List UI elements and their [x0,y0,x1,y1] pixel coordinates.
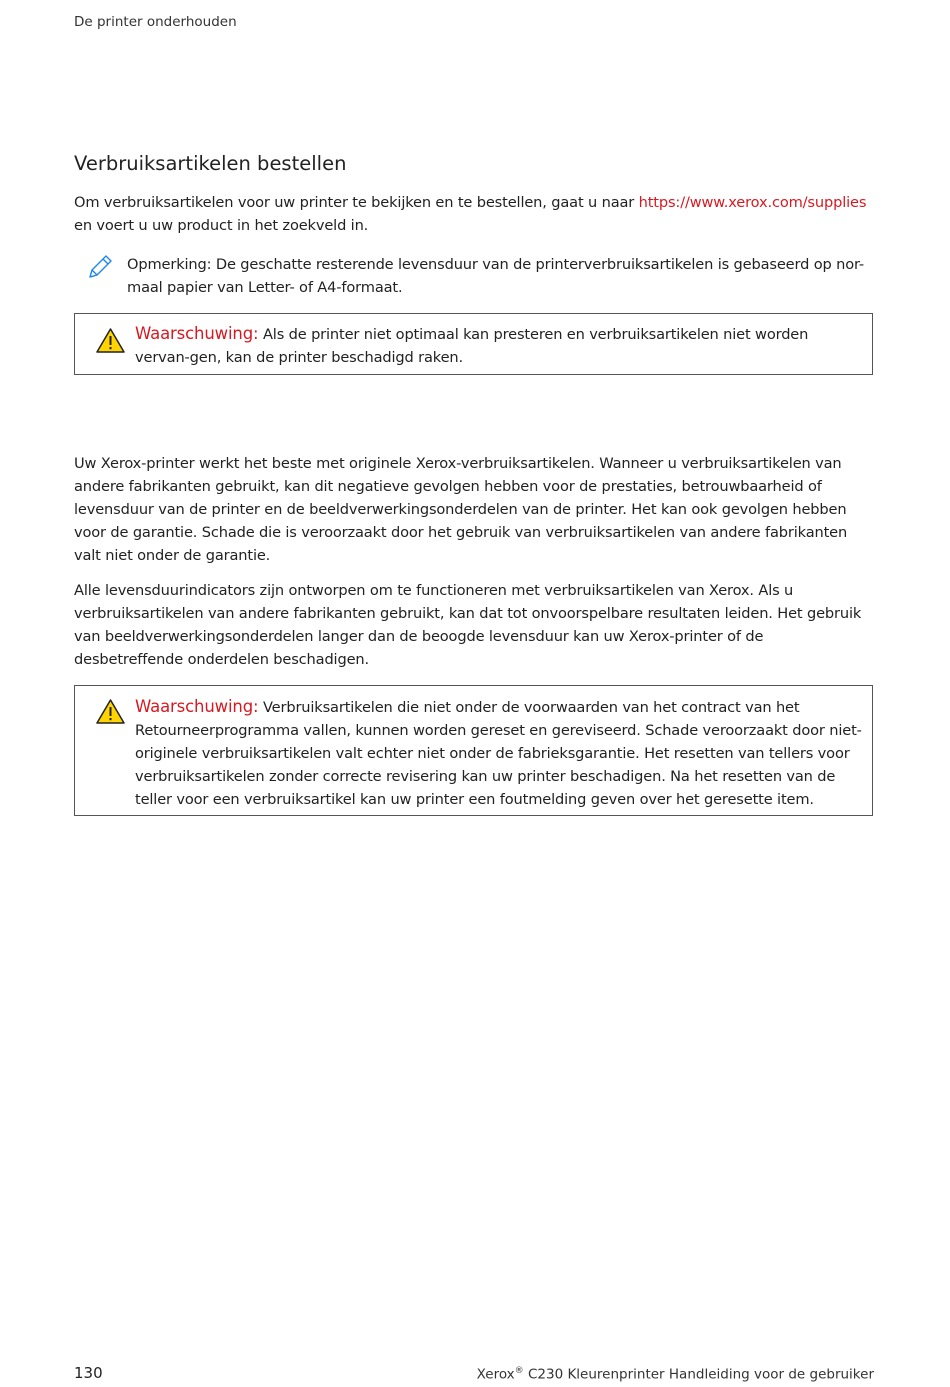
warning-label: Waarschuwing: [135,697,259,716]
pencil-icon [86,253,114,281]
warning-body: Verbruiksartikelen die niet onder de voorwaarden van het contract van het Retourneerprogramma vallen, kunnen worden gereset en gereviseerd. Schade veroorzaakt door niet-originele verbruiksartikelen valt echter niet onder de fabrieksgarantie. Het resetten van tellers voor verbruiksartikelen zonder correcte revisering kan uw printer beschadigen. Na het resetten van de teller voor een verbruiksartikel kan uw printer een foutmelding geven over het geresette item. [135,699,862,808]
page-number: 130 [74,1364,103,1382]
warning-text-1 [135,322,867,369]
footer-doc-title: C230 Kleurenprinter Handleiding voor de gebruiker [523,1366,874,1383]
footer-document-title [477,1366,874,1383]
warning-triangle-icon [95,698,126,725]
intro-paragraph [74,191,874,237]
intro-text: Om verbruiksartikelen voor uw printer te bekijken en te bestellen, gaat u naar [74,194,639,211]
registered-mark: ® [514,1366,524,1376]
body-paragraph-2: Alle levensduurindicators zijn ontworpen om te functioneren met verbruiksartikelen van Xerox. Als u verbruiksartikelen van andere fabrikanten gebruikt, kan dat tot onvoorspelbare resultaten leiden. Het gebruik van beeldverwerkingsonderdelen langer dan de beoogde levensduur kan uw Xerox-printer of de desbetreffende onderdelen beschadigen. [74,582,862,668]
warning-body: Als de printer niet optimaal kan presteren en verbruiksartikelen niet worden vervan-gen, kan de printer beschadigd raken. [135,326,809,366]
body-paragraph-1: Uw Xerox-printer werkt het beste met originele Xerox-verbruiksartikelen. Wanneer u verbruiksartikelen van andere fabrikanten gebruikt, kan dit negatieve gevolgen hebben voor de prestaties, betrouwbaarheid of levensduur van de printer en de beeldverwerkingsonderdelen van de printer. Het kan ook gevolgen hebben voor de garantie. Schade die is veroorzaakt door het gebruik van verbruiksartikelen van andere fabrikanten valt niet onder de garantie. [74,455,848,564]
supplies-link[interactable]: https://www.xerox.com/supplies [638,194,867,211]
note-text: Opmerking: De geschatte resterende levensduur van de printerverbruiksartikelen is gebaseerd op nor-maal papier van Letter- of A4-formaat. [127,256,864,296]
running-header: De printer onderhouden [74,14,237,30]
warning-box-2 [74,685,873,816]
footer-brand: Xerox [476,1366,515,1383]
section-title: Verbruiksartikelen bestellen [74,152,347,175]
intro-text-continued: en voert u uw product in het zoekveld in. [74,217,369,234]
warning-label: Waarschuwing: [135,324,259,343]
warning-triangle-icon [95,327,126,354]
warning-text-2 [135,695,867,811]
warning-box-1 [74,313,873,375]
